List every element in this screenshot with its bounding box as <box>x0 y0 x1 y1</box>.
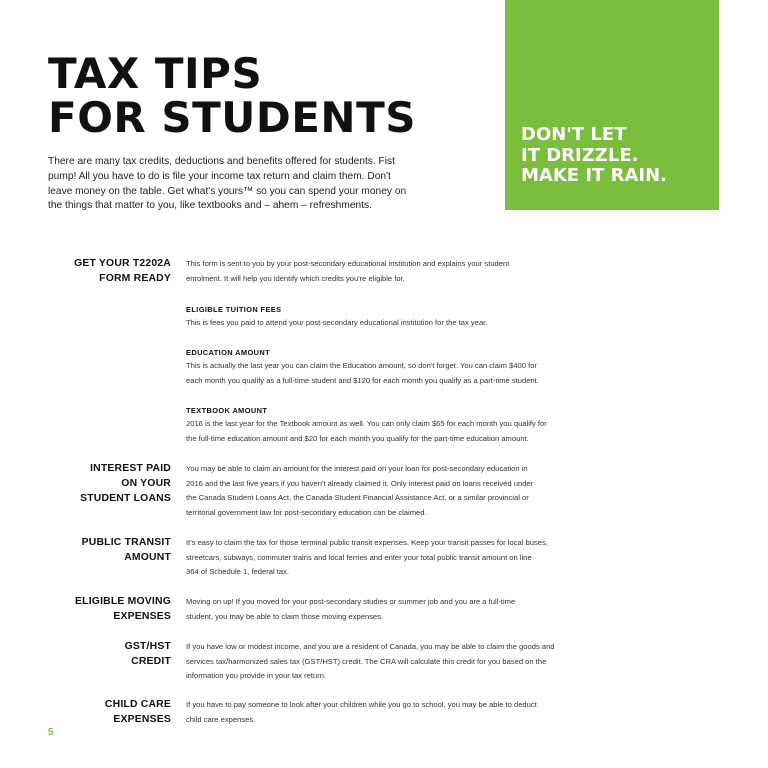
section-text: If you have low or modest income, and you are a resident of Canada, you may be able to claim the goods and services tax/harmonized sales tax (GST/HST) credit. The CRA will calculate this credit for you based on the information you provide in your tax return. <box>186 642 555 680</box>
callout-line-1: DON'T LET <box>521 124 627 145</box>
page-number: 5 <box>48 727 54 738</box>
subsection-body <box>186 405 661 446</box>
subsection-body <box>186 304 661 331</box>
section-body <box>186 640 661 684</box>
section-text: It's easy to claim the tax for those terminal public transit expenses. Keep your transit passes for local buses, streetcars, subways, commuter trains and local ferries and enter your total public transit amount on line 364 of Schedule 1, federal tax. <box>186 538 548 576</box>
callout-slogan <box>521 125 667 187</box>
section-label: GST/HST CREDIT <box>124 641 171 667</box>
section-label: ELIGIBLE MOVING EXPENSES <box>75 596 171 622</box>
section-body <box>186 595 661 624</box>
section-text: If you have to pay someone to look after your children while you go to school, you may be able to deduct child care expenses. <box>186 700 537 724</box>
section-body <box>186 698 661 727</box>
subsection-text: 2016 is the last year for the Textbook amount as well. You can only claim $65 for each month you qualify for the full-time education amount and $20 for each month you qualify for the part-time education amount. <box>186 419 547 443</box>
subsection-heading: EDUCATION AMOUNT <box>186 348 270 357</box>
subsection-heading: ELIGIBLE TUITION FEES <box>186 305 282 314</box>
section-label: INTEREST PAID ON YOUR STUDENT LOANS <box>80 463 171 504</box>
section-label: GET YOUR T2202A FORM READY <box>74 258 171 284</box>
section-text: You may be able to claim an amount for the interest paid on your loan for post-secondary education in 2016 and the last five years if you haven't already claimed it. Only interest paid on loans received under the Canada Student Loans Act, the Canada Student Financial Assistance Act, or a similar provincial or territorial government law for post-secondary education can be claimed. <box>186 464 534 517</box>
section-body <box>186 536 661 580</box>
callout-line-2: IT DRIZZLE. <box>521 144 639 166</box>
subsection-body <box>186 347 661 388</box>
callout-line-3: MAKE IT RAIN. <box>521 165 667 186</box>
subsection-text: This is actually the last year you can claim the Education amount, so don't forget. You can claim $400 for each month you qualify as a full-time student and $120 for each month you qualify as a part-time student. <box>186 361 539 385</box>
callout-box <box>505 0 719 210</box>
subsection-text: This is fees you paid to attend your post-secondary educational institution for the tax year. <box>186 318 488 327</box>
section-body <box>186 257 661 286</box>
title-line-1: TAX TIPS <box>48 49 263 98</box>
section-label: CHILD CARE EXPENSES <box>104 699 171 725</box>
section-label: PUBLIC TRANSIT AMOUNT <box>81 537 171 563</box>
section-text: This form is sent to you by your post-secondary educational institution and explains your student enrolment. It will help you identify which credits you're eligible for. <box>186 259 510 283</box>
section-text: Moving on up! If you moved for your post-secondary studies or summer job and you are a full-time student, you may be able to claim those moving expenses. <box>186 597 516 621</box>
page-title <box>48 49 416 142</box>
intro-paragraph: There are many tax credits, deductions and benefits offered for students. Fist pump! All you have to do is file your income tax return and claim them. Don't leave money on the table. Get what's yours™ so you can spend your money on the things that matter to you, like textbooks and – ahem – refreshments. <box>48 156 407 212</box>
section-body <box>186 462 661 520</box>
title-line-2: FOR STUDENTS <box>48 93 416 142</box>
subsection-heading: TEXTBOOK AMOUNT <box>186 406 268 415</box>
